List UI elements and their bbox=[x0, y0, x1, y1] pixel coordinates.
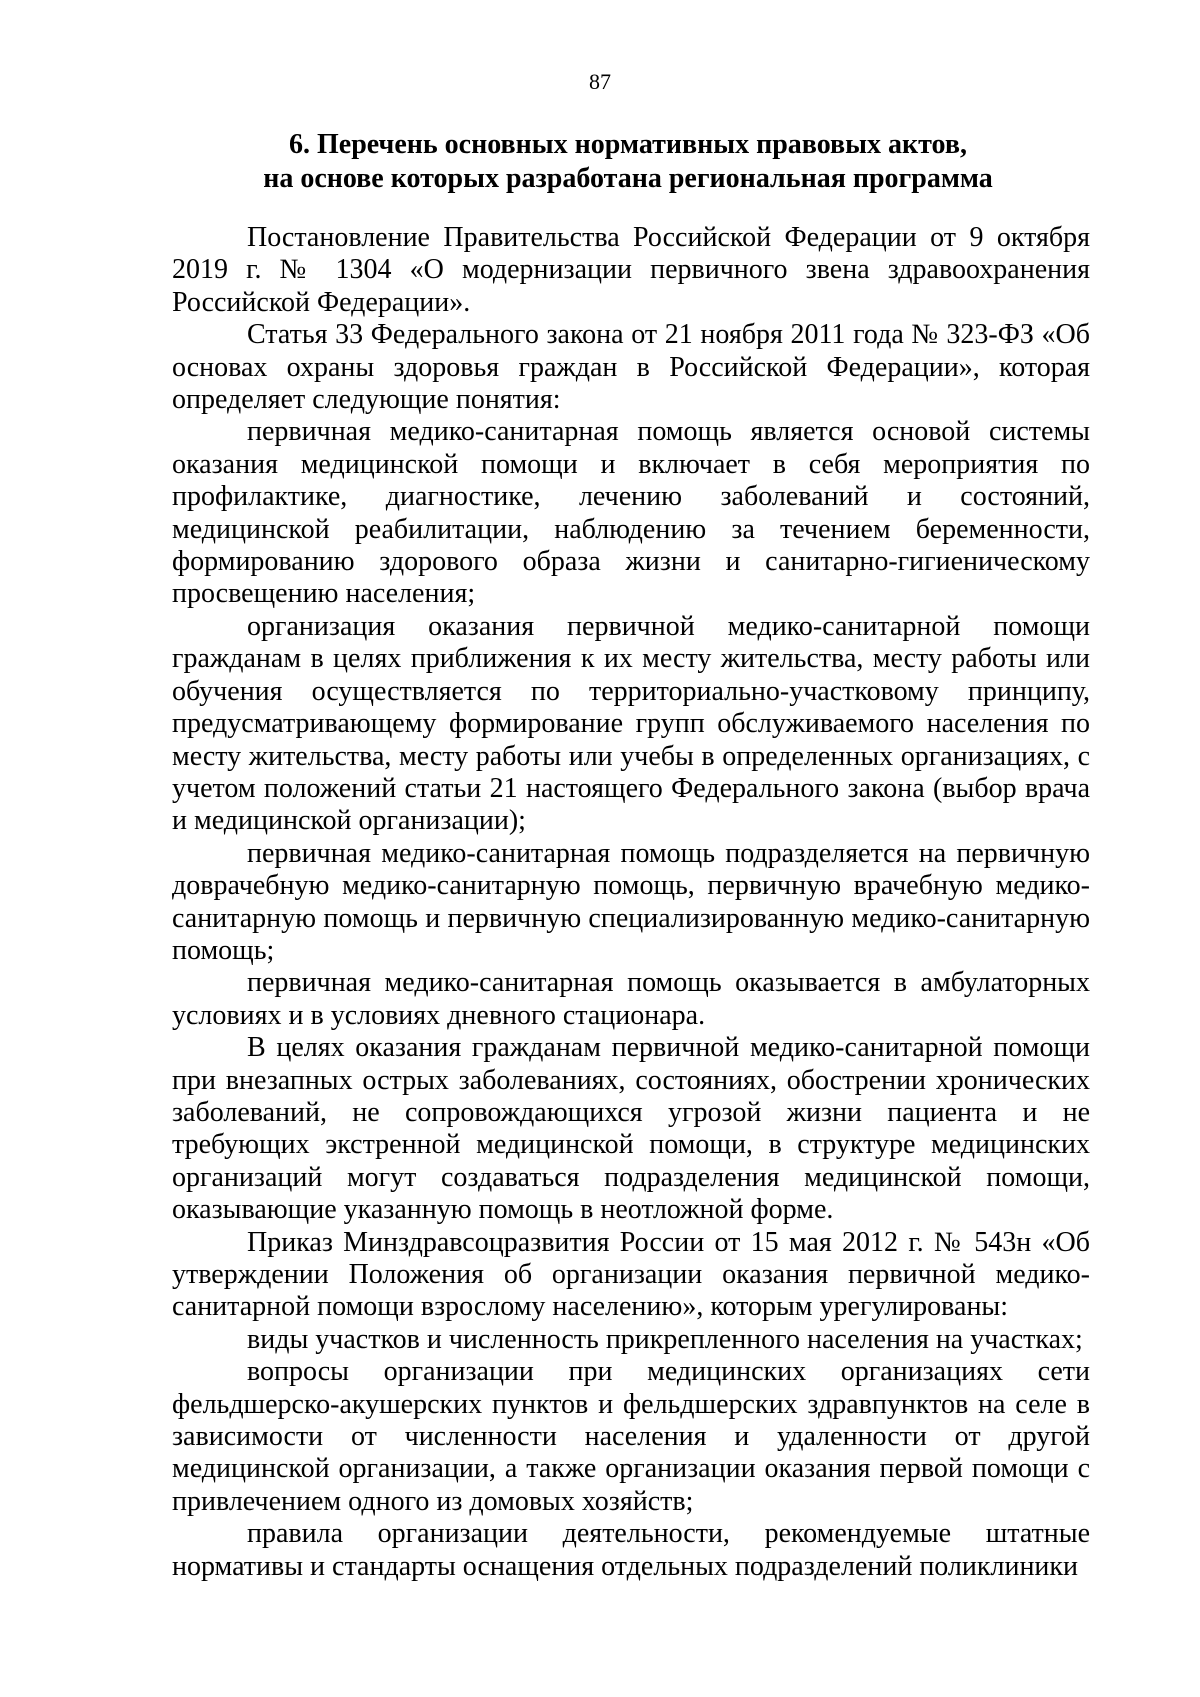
section-heading-line-2: на основе которых разработана региональная программа bbox=[263, 163, 993, 194]
paragraph-feldsher-network: вопросы организации при медицинских организациях сети фельдшерско-акушерских пунктов и фельдшерских здравпунктов на селе в зависимости от численности населения и удаленности от другой медицинской организации, а также организации оказания первой помощи с привлечением одного из домовых хозяйств; bbox=[172, 1356, 1090, 1517]
section-heading bbox=[172, 128, 1084, 196]
paragraph-urgent-care: В целях оказания гражданам первичной медико-санитарной помощи при внезапных острых заболеваниях, состояниях, обострении хронических заболеваний, не сопровождающихся угрозой жизни пациента и не требующих экстренной медицинской помощи, в структуре медицинских организаций могут создаваться подразделения медицинской помощи, оказывающие указанную помощь в неотложной форме. bbox=[172, 1032, 1090, 1226]
document-body bbox=[172, 222, 1090, 1583]
paragraph-district-types: виды участков и численность прикрепленного населения на участках; bbox=[247, 1323, 1083, 1355]
paragraph-primary-care-settings: первичная медико-санитарная помощь оказывается в амбулаторных условиях и в условиях дневного стационара. bbox=[172, 967, 1090, 1031]
paragraph-order-543n: Приказ Минздравсоцразвития России от 15 мая 2012 г. № 543н «Об утверждении Положения об организации оказания первичной медико-санитарной помощи взрослому населению», которым урегулированы: bbox=[172, 1226, 1090, 1323]
page-number: 87 bbox=[589, 69, 611, 94]
paragraph-primary-care-types: первичная медико-санитарная помощь подразделяется на первичную доврачебную медико-санитарную помощь, первичную врачебную медико-санитарную помощь и первичную специализированную медико-санитарную помощь; bbox=[172, 837, 1090, 966]
section-heading-line-1: 6. Перечень основных нормативных правовых актов, bbox=[289, 129, 967, 160]
paragraph-clinic-rules: правила организации деятельности, рекомендуемые штатные нормативы и стандарты оснащения отдельных подразделений поликлиники bbox=[172, 1518, 1090, 1582]
paragraph-article-33: Статья 33 Федерального закона от 21 ноября 2011 года № 323-ФЗ «Об основах охраны здоровья граждан в Российской Федерации», которая определяет следующие понятия: bbox=[172, 319, 1090, 416]
paragraph-primary-care-organization: организация оказания первичной медико-санитарной помощи гражданам в целях приближения к их месту жительства, месту работы или обучения осуществляется по территориально-участковому принципу, предусматривающему формирование групп обслуживаемого населения по месту жительства, месту работы или учебы в определенных организациях, с учетом положений статьи 21 настоящего Федерального закона (выбор врача и медицинской организации); bbox=[172, 610, 1090, 837]
paragraph-decree-1304: Постановление Правительства Российской Федерации от 9 октября 2019 г. № 1304 «О модернизации первичного звена здравоохранения Российской Федерации». bbox=[172, 222, 1090, 318]
paragraph-primary-care-definition: первичная медико-санитарная помощь является основой системы оказания медицинской помощи и включает в себя мероприятия по профилактике, диагностике, лечению заболеваний и состояний, медицинской реабилитации, наблюдению за течением беременности, формированию здорового образа жизни и санитарно-гигиеническому просвещению населения; bbox=[172, 416, 1090, 610]
